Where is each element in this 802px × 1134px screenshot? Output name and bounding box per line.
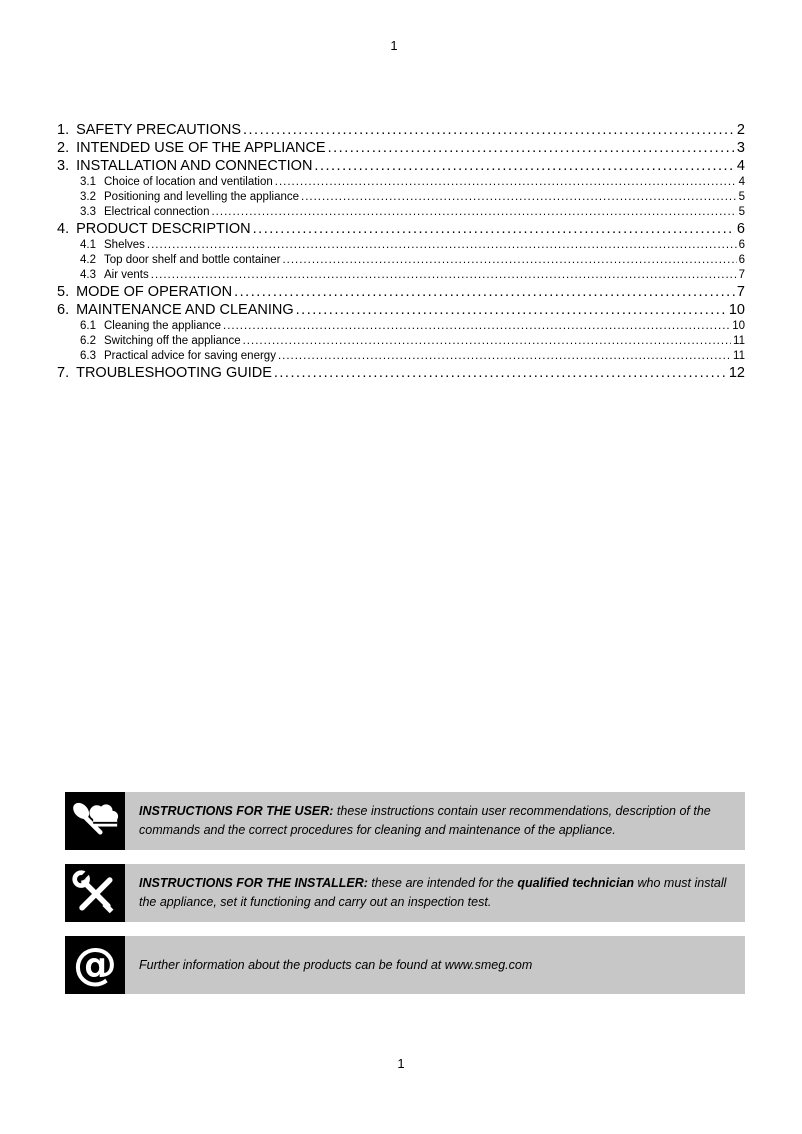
further-information-text: Further information about the products can be found at www.smeg.com <box>139 957 533 972</box>
further-information-panel <box>125 936 745 994</box>
toc-entry-page: 10 <box>728 302 745 318</box>
toc-entry <box>57 175 745 190</box>
toc-dot-leader <box>278 349 731 364</box>
installer-instructions-panel <box>125 864 745 922</box>
toc-dot-leader <box>314 157 735 175</box>
toc-entry-page: 7 <box>736 284 745 300</box>
toc-entry <box>57 139 745 157</box>
toc-dot-leader <box>147 238 737 253</box>
toc-dot-leader <box>301 190 737 205</box>
toc-entry <box>57 349 745 364</box>
toc-entry-page: 12 <box>728 365 745 381</box>
toc-dot-leader <box>223 319 730 334</box>
toc-entry-page: 6 <box>738 254 745 266</box>
info-boxes <box>65 792 745 1008</box>
toc-entry-number: 4.2 <box>80 254 96 266</box>
toc-entry-page: 6 <box>736 221 745 237</box>
toc-entry-number: 6.3 <box>80 350 96 362</box>
toc-entry-title: Cleaning the appliance <box>104 320 222 332</box>
toc-dot-leader <box>151 268 737 283</box>
toc-entry-title: MODE OF OPERATION <box>76 284 233 300</box>
toc-entry-title: SAFETY PRECAUTIONS <box>76 122 241 138</box>
toc-dot-leader <box>211 205 736 220</box>
toc-entry-number: 3.2 <box>80 191 96 203</box>
toc-entry-page: 5 <box>738 191 745 203</box>
toc-entry-number: 4. <box>57 221 70 237</box>
installer-instructions-box <box>65 864 745 922</box>
further-information-box <box>65 936 745 994</box>
toc-dot-leader <box>253 220 735 238</box>
table-of-contents <box>57 121 745 382</box>
toc-entry-title: Practical advice for saving energy <box>104 350 276 362</box>
user-instructions-box <box>65 792 745 850</box>
toc-entry-title: Air vents <box>104 269 149 281</box>
toc-entry-number: 3. <box>57 158 70 174</box>
toc-entry <box>57 364 745 382</box>
toc-entry-page: 11 <box>733 350 745 362</box>
toc-dot-leader <box>234 283 735 301</box>
toc-entry-number: 7. <box>57 365 70 381</box>
toc-entry-number: 6.2 <box>80 335 96 347</box>
toc-entry-title: Positioning and levelling the appliance <box>104 191 300 203</box>
toc-entry-page: 4 <box>738 176 745 188</box>
user-instructions-label: INSTRUCTIONS FOR THE USER: <box>139 804 334 819</box>
toc-entry-number: 1. <box>57 122 70 138</box>
toc-entry-number: 4.3 <box>80 269 96 281</box>
toc-dot-leader <box>296 301 727 319</box>
toc-entry-title: Electrical connection <box>104 206 210 218</box>
toc-entry-page: 2 <box>736 122 745 138</box>
toc-entry-page: 10 <box>732 320 745 332</box>
toc-entry <box>57 121 745 139</box>
toc-entry <box>57 301 745 319</box>
toc-entry-number: 6. <box>57 302 70 318</box>
toc-entry <box>57 283 745 301</box>
toc-entry-title: PRODUCT DESCRIPTION <box>76 221 251 237</box>
toc-entry-page: 7 <box>738 269 745 281</box>
toc-entry <box>57 319 745 334</box>
toc-entry-title: Shelves <box>104 239 145 251</box>
toc-entry-page: 3 <box>736 140 745 156</box>
toc-entry <box>57 190 745 205</box>
toc-dot-leader <box>243 121 735 139</box>
toc-entry-title: INTENDED USE OF THE APPLIANCE <box>76 140 326 156</box>
toc-dot-leader <box>243 334 731 349</box>
toc-entry-page: 6 <box>738 239 745 251</box>
at-symbol: @ <box>73 939 117 990</box>
header-page-number: 1 <box>390 38 398 53</box>
toc-entry-title: TROUBLESHOOTING GUIDE <box>76 365 272 381</box>
toc-entry-title: Top door shelf and bottle container <box>104 254 281 266</box>
toc-dot-leader <box>274 364 727 382</box>
chef-hat-spoon-icon <box>65 792 125 850</box>
toc-entry-title: Switching off the appliance <box>104 335 241 347</box>
toc-dot-leader <box>275 175 737 190</box>
footer-page-number: 1 <box>397 1056 405 1071</box>
toc-entry <box>57 253 745 268</box>
toc-entry <box>57 205 745 220</box>
toc-entry-number: 5. <box>57 284 70 300</box>
installer-instructions-text: INSTRUCTIONS FOR THE INSTALLER: these are intended for the qualified technician who must install the appliance, set it functioning and carry out an inspection test. <box>139 876 727 909</box>
installer-instructions-label: INSTRUCTIONS FOR THE INSTALLER: <box>139 876 368 891</box>
tools-icon <box>65 864 125 922</box>
toc-entry-number: 6.1 <box>80 320 96 332</box>
toc-dot-leader <box>282 253 736 268</box>
toc-entry <box>57 268 745 283</box>
user-instructions-panel <box>125 792 745 850</box>
toc-entry-page: 11 <box>733 335 745 347</box>
toc-entry <box>57 157 745 175</box>
toc-entry-title: MAINTENANCE AND CLEANING <box>76 302 294 318</box>
toc-entry-number: 2. <box>57 140 70 156</box>
toc-entry-page: 4 <box>736 158 745 174</box>
toc-dot-leader <box>328 139 735 157</box>
qualified-technician-emphasis: qualified technician <box>517 876 635 891</box>
toc-entry-number: 3.1 <box>80 176 96 188</box>
toc-entry-number: 4.1 <box>80 239 96 251</box>
user-instructions-text: INSTRUCTIONS FOR THE USER: these instructions contain user recommendations, description of the commands and the correct procedures for cleaning and maintenance of the appliance. <box>139 804 711 837</box>
toc-entry-title: INSTALLATION AND CONNECTION <box>76 158 313 174</box>
toc-entry <box>57 238 745 253</box>
at-icon <box>65 936 125 994</box>
toc-entry-page: 5 <box>738 206 745 218</box>
toc-entry <box>57 220 745 238</box>
toc-entry <box>57 334 745 349</box>
toc-entry-number: 3.3 <box>80 206 96 218</box>
toc-entry-title: Choice of location and ventilation <box>104 176 273 188</box>
